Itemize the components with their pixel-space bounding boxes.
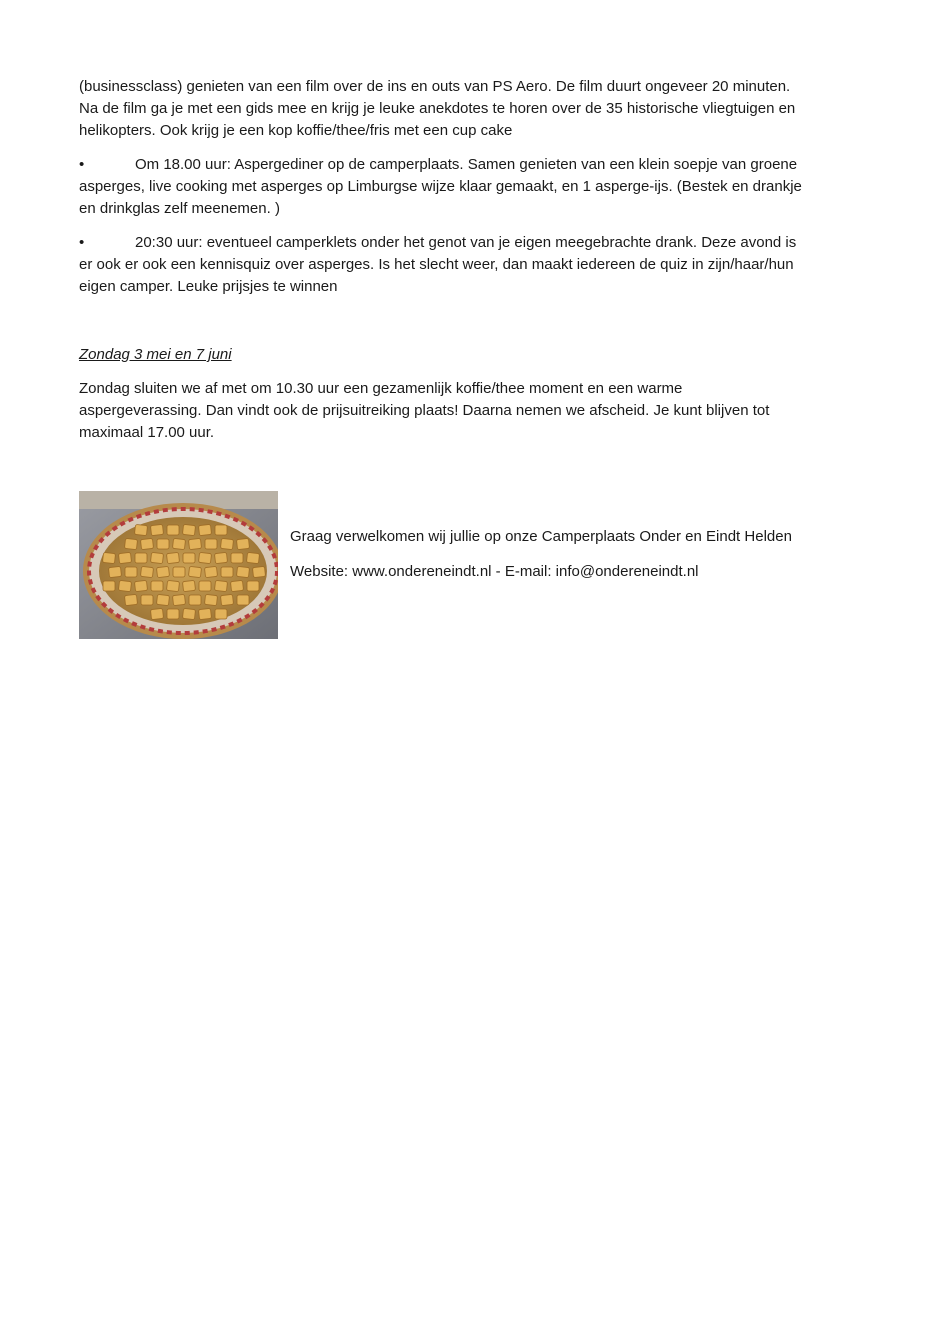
sunday-line: Zondag sluiten we af met om 10.30 uur een gezamenlijk koffie/thee moment en een warme [79, 380, 683, 397]
pastry-shape [215, 609, 227, 619]
pastry-shape [173, 538, 186, 549]
bullet-item-dinner [79, 154, 864, 220]
bullet-line: en drinkglas zelf meenemen. ) [79, 200, 280, 217]
pastry-shape [173, 567, 185, 577]
pastry-shape [103, 552, 116, 563]
pastry-shape [237, 538, 250, 549]
pastry-shape [205, 594, 218, 605]
pastry-shape [103, 581, 115, 591]
pastry-shape [199, 608, 212, 619]
welcome-text: Graag verwelkomen wij jullie op onze Camperplaats Onder en Eindt Helden [290, 528, 792, 545]
bullet-line: asperges, live cooking met asperges op Limburgse wijze klaar gemaakt, en 1 asperge-ijs. (Bestek en drankje [79, 178, 802, 195]
pastry-shape [125, 538, 138, 549]
pastry-shape [135, 524, 148, 535]
pastry-shape [247, 581, 259, 591]
pastry-shape [173, 594, 186, 605]
pastry-shape [167, 552, 180, 563]
sunday-line: maximaal 17.00 uur. [79, 424, 215, 441]
bullet-item-evening [79, 232, 864, 298]
bullet-line: er ook er ook een kennisquiz over asperges. Is het slecht weer, dan maakt iedereen de quiz in zijn/haar/hun [79, 256, 794, 273]
pastry-shape [189, 566, 202, 577]
pastry-shape [253, 566, 266, 577]
pastry-shape [183, 524, 196, 535]
pastry-shape [215, 525, 227, 535]
bullet-line: eigen camper. Leuke prijsjes te winnen [79, 278, 338, 295]
pastry-shape [151, 608, 164, 619]
pastry-shape [183, 553, 195, 563]
pastry-shape [237, 595, 249, 605]
pastry-shape [231, 580, 244, 591]
contact-text: Website: www.ondereneindt.nl - E-mail: info@ondereneindt.nl [290, 563, 699, 580]
pastry-shape [205, 539, 217, 549]
pastry-shape [221, 567, 233, 577]
pastry-shape [199, 552, 212, 563]
pastry-shape [157, 539, 169, 549]
pastry-shape [205, 566, 218, 577]
pastry-shape [231, 553, 243, 563]
pastry-shape [151, 552, 164, 563]
pastry-shape [109, 566, 122, 577]
pastry-shape [167, 525, 179, 535]
intro-line: Na de film ga je met een gids mee en krijg je leuke anekdotes te horen over de 35 historische vliegtuigen en [79, 100, 796, 117]
pastry-shape [125, 567, 137, 577]
pastry-shape [157, 594, 170, 605]
pastry-shape [157, 566, 170, 577]
sunday-heading: Zondag 3 mei en 7 juni [79, 346, 232, 363]
pastry-shape [215, 580, 228, 591]
pastry-shape [215, 552, 228, 563]
pastry-tray-photo [79, 491, 278, 639]
intro-line: (businessclass) genieten van een film over de ins en outs van PS Aero. De film duurt ongeveer 20 minuten. [79, 78, 791, 95]
pastry-shape [135, 580, 148, 591]
pastry-shape [183, 608, 196, 619]
bullet-line: 20:30 uur: eventueel camperklets onder het genot van je eigen meegebrachte drank. Deze avond is [135, 234, 797, 251]
bullet-symbol: • [79, 156, 85, 173]
pastry-shape [125, 594, 138, 605]
bullet-symbol: • [79, 234, 85, 251]
pastry-shape [167, 609, 179, 619]
pastry-shape [167, 580, 180, 591]
pastry-shape [119, 580, 132, 591]
pastry-shape [141, 566, 154, 577]
pastry-shape [247, 552, 260, 563]
pastry-shape [119, 552, 132, 563]
bullet-line: Om 18.00 uur: Aspergediner op de camperplaats. Samen genieten van een klein soepje van groene [135, 156, 798, 173]
sunday-line: aspergeverassing. Dan vindt ook de prijsuitreiking plaats! Daarna nemen we afscheid. Je kunt blijven tot [79, 402, 770, 419]
intro-line: helikopters. Ook krijg je een kop koffie/thee/fris met een cup cake [79, 122, 513, 139]
pastry-shape [237, 566, 250, 577]
pastry-shape [141, 595, 153, 605]
pastry-shape [141, 538, 154, 549]
pastry-shape [189, 595, 201, 605]
pastry-shape [221, 538, 234, 549]
pastry-shape [189, 538, 202, 549]
pastry-shape [221, 594, 234, 605]
pastry-shape [151, 524, 164, 535]
pastry-shape [151, 581, 163, 591]
intro-paragraph [79, 76, 864, 142]
pastry-shape [183, 580, 196, 591]
pastry-shape [199, 581, 211, 591]
pastry-shape [135, 553, 147, 563]
sunday-paragraph [79, 378, 864, 444]
pastry-shape [199, 524, 212, 535]
